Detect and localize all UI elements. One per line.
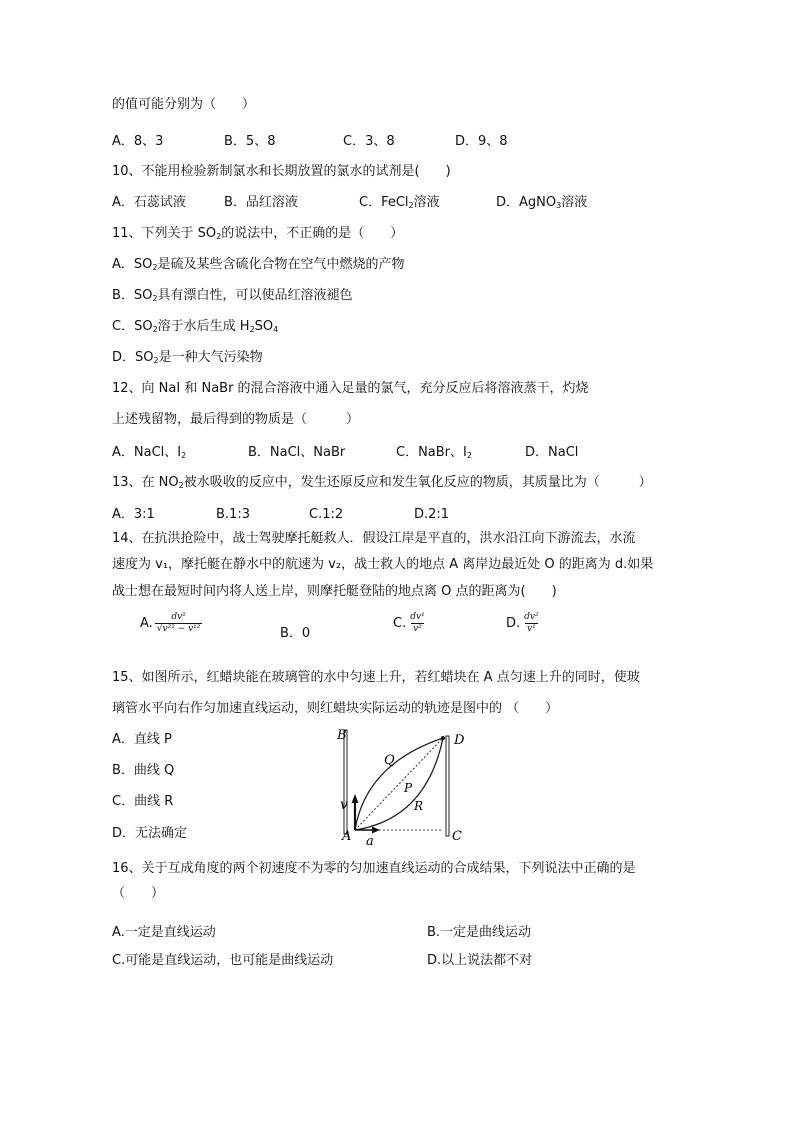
q14-option-d-numerator: dv²	[524, 612, 539, 622]
left-glass-tube	[344, 730, 347, 834]
trajectory-figure	[336, 724, 472, 848]
q11-option-c: C．$SO_2$溶于水后生成 $H_2SO_4$	[112, 319, 279, 334]
label-v: v	[340, 797, 348, 813]
q13-option-d: D.2:1	[414, 507, 450, 522]
right-glass-tube	[446, 736, 449, 836]
q14-option-b: B．0	[280, 626, 311, 641]
q13-option-a: A．3:1	[112, 507, 155, 522]
q13-option-b: B.1:3	[216, 507, 250, 522]
q15-option-d: D．无法确定	[112, 826, 188, 841]
q10-option-c: C．FeCl$_2$溶液	[359, 195, 440, 210]
q15-option-a: A．直线 P	[112, 732, 172, 747]
q14-option-a-numerator: dv²	[171, 612, 186, 622]
label-b: B	[337, 728, 347, 743]
question-12-stem-line2: 上述残留物，最后得到的物质是（ ）	[112, 412, 360, 427]
q14-option-c-fraction	[408, 612, 426, 635]
q9-option-c: C．3、8	[343, 134, 395, 149]
q11-option-b: B．$SO_2$具有漂白性，可以使品红溶液褪色	[112, 288, 353, 303]
q9-option-a: A．8、3	[112, 134, 164, 149]
q9-option-b: B．5、8	[224, 134, 276, 149]
question-9-tail: 的值可能分别为（ ）	[112, 97, 256, 112]
q14-option-d-denominator: v¹	[527, 624, 536, 634]
velocity-arrow-head	[352, 794, 359, 803]
q14-option-d	[506, 612, 541, 635]
label-d: D	[454, 733, 465, 748]
question-13-stem: 13、在 $NO_2$被水吸收的反应中，发生还原反应和发生氧化反应的物质，其质量比为（ ）	[112, 475, 652, 490]
acceleration-arrow-head	[372, 827, 380, 834]
q14-option-a-denominator: √v²² − v¹²	[156, 624, 201, 634]
point-d-marker	[441, 736, 445, 740]
line-p	[355, 738, 443, 830]
q14-option-c-label: C.	[393, 616, 407, 631]
question-14-line1: 14、在抗洪抢险中，战士驾驶摩托艇救人．假设江岸是平直的，洪水沿江向下游流去，水流	[112, 531, 636, 546]
label-p: P	[404, 781, 413, 795]
q10-option-a: A．石蕊试液	[112, 195, 186, 210]
q10-option-b: B．品红溶液	[224, 195, 298, 210]
label-r: R	[414, 799, 424, 813]
q9-option-d: D．9、8	[455, 134, 508, 149]
q16-option-c: C.可能是直线运动，也可能是曲线运动	[112, 953, 334, 968]
q11-option-a: A．$SO_2$是硫及某些含硫化合物在空气中燃烧的产物	[112, 257, 405, 272]
question-11-stem: 11、下列关于 $SO_2$的说法中，不正确的是（ ）	[112, 226, 404, 241]
q12-option-c: C．NaBr、$I_2$	[396, 445, 472, 460]
q14-option-a-label: A.	[140, 616, 153, 631]
q16-option-d: D.以上说法都不对	[427, 953, 533, 968]
q14-option-a	[140, 612, 202, 635]
q12-option-b: B．NaCl、NaBr	[248, 445, 346, 460]
q14-option-d-label: D.	[506, 616, 521, 631]
q11-option-d: D．$SO_2$是一种大气污染物	[112, 350, 263, 365]
q14-option-c	[393, 612, 427, 635]
q14-option-a-fraction	[155, 612, 203, 635]
q12-option-d: D．NaCl	[525, 445, 579, 460]
label-q: Q	[384, 753, 395, 768]
question-14-line3: 战士想在最短时间内将人送上岸，则摩托艇登陆的地点离 O 点的距离为( )	[112, 584, 557, 599]
q14-option-d-fraction	[522, 612, 540, 635]
q10-option-d: D．AgNO$_3$溶液	[496, 195, 588, 210]
question-14-line2: 速度为 v₁，摩托艇在静水中的航速为 v₂，战士救人的地点 A 离岸边最近处 O 的距离为 d.如果	[112, 557, 654, 572]
question-15-line1: 15、如图所示，红蜡块能在玻璃管的水中匀速上升，若红蜡块在 A 点匀速上升的同时，使玻	[112, 670, 640, 685]
q13-option-c: C.1:2	[309, 507, 344, 522]
q15-option-b: B．曲线 Q	[112, 763, 175, 778]
q14-option-c-denominator: v²	[413, 624, 422, 634]
label-a-accel: a	[366, 834, 374, 848]
label-c: C	[452, 829, 462, 844]
label-a-point: A	[342, 829, 352, 844]
q15-option-c: C．曲线 R	[112, 794, 174, 809]
question-16-line1: 16、关于互成角度的两个初速度不为零的匀加速直线运动的合成结果，下列说法中正确的是	[112, 861, 636, 876]
q16-option-b: B.一定是曲线运动	[427, 925, 532, 940]
question-15-line2: 璃管水平向右作匀加速直线运动，则红蜡块实际运动的轨迹是图中的 （ ）	[112, 701, 559, 716]
q14-option-c-numerator: dv¹	[410, 612, 425, 622]
question-10-stem: 10、不能用检验新制氯水和长期放置的氯水的试剂是( )	[112, 164, 451, 179]
question-12-stem-line1: 12、向 NaI 和 NaBr 的混合溶液中通入足量的氯气，充分反应后将溶液蒸干，灼烧	[112, 381, 589, 396]
q12-option-a: A．NaCl、$I_2$	[112, 445, 187, 460]
q16-option-a: A.一定是直线运动	[112, 925, 216, 940]
question-16-line2: （ ）	[112, 886, 165, 901]
